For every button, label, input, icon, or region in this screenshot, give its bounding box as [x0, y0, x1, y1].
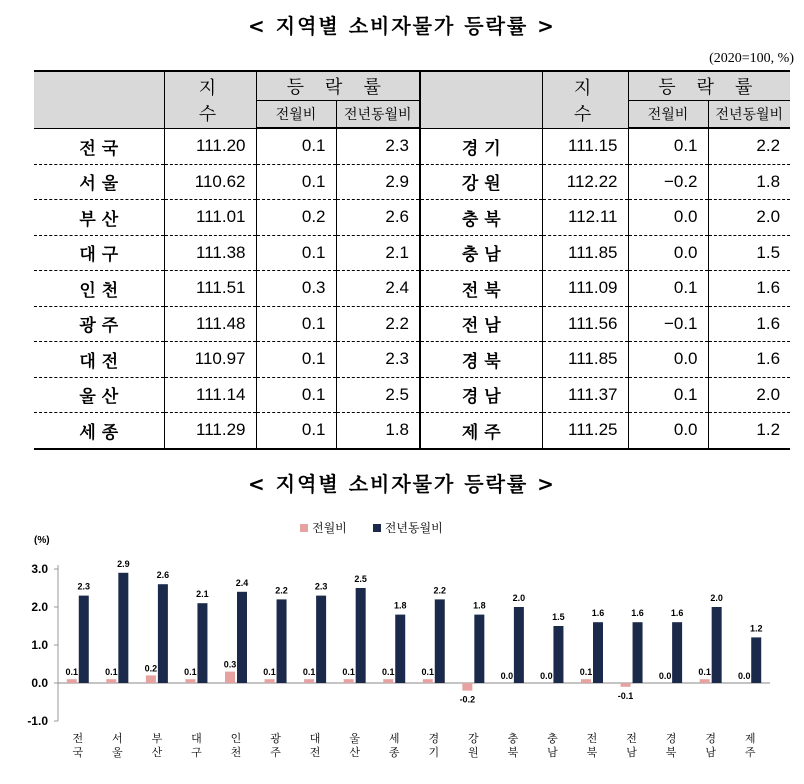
- mom-cell: 0.1: [256, 128, 336, 164]
- x-tick-label-char: 주: [744, 746, 756, 759]
- yoy-cell: 2.0: [708, 200, 790, 236]
- mom-cell: 0.1: [628, 377, 708, 413]
- x-tick-label-char: 서: [112, 732, 123, 745]
- mom-cell: 0.1: [256, 306, 336, 342]
- data-label-yoy: 2.0: [710, 593, 723, 603]
- region-cell: 부 산: [34, 200, 164, 236]
- bar-yoy-광주: [277, 599, 287, 683]
- yoy-cell: 2.3: [336, 342, 420, 378]
- change-header-left: 등 락 률: [256, 71, 420, 101]
- bar-mom-세종: [383, 679, 393, 683]
- index-cell: 111.56: [542, 306, 628, 342]
- bar-yoy-충북: [514, 607, 524, 683]
- mom-cell: 0.0: [628, 413, 708, 449]
- mom-header-right: 전월비: [628, 101, 708, 129]
- table-row: [34, 271, 790, 307]
- index-cell: 111.37: [542, 377, 628, 413]
- x-tick-label-char: 천: [230, 746, 242, 759]
- mom-cell: 0.0: [628, 342, 708, 378]
- index-cell: 111.01: [164, 200, 256, 236]
- yoy-cell: 2.6: [336, 200, 420, 236]
- yoy-cell: 2.1: [336, 235, 420, 271]
- index-cell: 111.15: [542, 128, 628, 164]
- yoy-header-left: 전년동월비: [336, 101, 420, 129]
- x-tick-label-char: 산: [349, 746, 360, 759]
- index-cell: 112.11: [542, 200, 628, 236]
- bar-mom-대전: [304, 679, 314, 683]
- data-label-mom: 0.3: [223, 659, 237, 670]
- yoy-cell: 1.6: [708, 306, 790, 342]
- bar-mom-울산: [344, 679, 354, 683]
- x-tick-label-char: 울: [349, 732, 360, 745]
- data-label-yoy: 2.2: [433, 585, 447, 596]
- data-label-yoy: 2.5: [354, 574, 367, 584]
- yoy-cell: 1.8: [708, 164, 790, 200]
- index-cell: 111.85: [542, 342, 628, 378]
- data-label-mom: 0.0: [737, 671, 751, 681]
- data-label-mom: 0.0: [540, 671, 553, 681]
- bar-yoy-세종: [395, 615, 405, 683]
- x-tick-label-char: 남: [547, 746, 558, 759]
- yoy-cell: 2.2: [708, 128, 790, 164]
- data-label-mom: 0.1: [65, 667, 79, 678]
- bar-yoy-전남: [633, 622, 643, 683]
- x-tick-label-char: 경: [428, 732, 440, 745]
- mom-cell: 0.3: [256, 271, 336, 307]
- mom-cell: 0.1: [628, 128, 708, 164]
- region-cell: 전 북: [420, 271, 542, 307]
- index-cell: 111.51: [164, 271, 256, 307]
- x-tick-label-char: 부: [151, 732, 163, 745]
- bar-mom-서울: [106, 679, 116, 683]
- x-tick-label-char: 기: [428, 746, 440, 759]
- y-tick-label: 0.0: [31, 676, 48, 690]
- x-tick-label-char: 북: [586, 746, 598, 759]
- region-cell: 경 북: [420, 342, 542, 378]
- x-tick-label-char: 대: [191, 732, 202, 745]
- data-label-yoy: 2.9: [117, 558, 130, 569]
- data-label-yoy: 2.1: [196, 589, 209, 600]
- x-tick-label-char: 경: [665, 732, 677, 745]
- bar-yoy-인천: [237, 592, 247, 683]
- bar-yoy-경기: [435, 599, 445, 683]
- table-row: [34, 200, 790, 236]
- x-tick-label-char: 전: [72, 732, 84, 745]
- region-cell: 울 산: [34, 377, 164, 413]
- unit-note: (2020=100, %): [709, 51, 794, 66]
- data-label-mom: 0.1: [579, 667, 593, 678]
- index-cell: 110.62: [164, 164, 256, 200]
- region-cell: 세 종: [34, 413, 164, 449]
- bar-mom-인천: [225, 672, 235, 683]
- data-label-mom: 0.1: [421, 667, 435, 678]
- region-cell: 서 울: [34, 164, 164, 200]
- index-cell: 111.48: [164, 306, 256, 342]
- yoy-cell: 1.6: [708, 271, 790, 307]
- data-label-yoy: 2.3: [77, 581, 91, 592]
- data-label-yoy: 2.6: [156, 570, 170, 581]
- index-cell: 111.85: [542, 235, 628, 271]
- bar-yoy-전국: [79, 596, 89, 683]
- region-cell: 광 주: [34, 306, 164, 342]
- region-cell: 경 기: [420, 128, 542, 164]
- yoy-cell: 1.2: [708, 413, 790, 449]
- index-header-left: 지 수: [164, 71, 256, 128]
- yoy-cell: 2.0: [708, 377, 790, 413]
- regional-cpi-table: [34, 70, 790, 450]
- data-label-mom: 0.1: [263, 667, 276, 678]
- data-label-yoy: 1.2: [749, 623, 763, 634]
- data-label-mom: 0.1: [184, 667, 197, 678]
- index-cell: 111.20: [164, 128, 256, 164]
- data-label-yoy: 1.8: [393, 600, 407, 611]
- region-header-right: [420, 71, 542, 128]
- region-cell: 충 북: [420, 200, 542, 236]
- index-cell: 112.22: [542, 164, 628, 200]
- data-label-mom: 0.0: [500, 671, 514, 681]
- x-tick-label-char: 남: [705, 746, 716, 759]
- yoy-cell: 2.3: [336, 128, 420, 164]
- x-tick-label-char: 대: [309, 732, 321, 745]
- bar-mom-전북: [581, 679, 591, 683]
- y-tick-label: 2.0: [31, 600, 48, 614]
- mom-cell: 0.0: [628, 200, 708, 236]
- data-label-yoy: 2.4: [235, 577, 249, 588]
- bar-mom-경기: [423, 679, 433, 683]
- region-cell: 대 구: [34, 235, 164, 271]
- x-tick-label-char: 구: [191, 746, 202, 759]
- region-cell: 대 전: [34, 342, 164, 378]
- bar-yoy-대구: [197, 603, 207, 683]
- bar-yoy-제주: [751, 637, 761, 683]
- x-tick-label-char: 종: [388, 746, 400, 759]
- region-header-left: [34, 71, 164, 128]
- region-cell: 전 남: [420, 306, 542, 342]
- table-row: [34, 342, 790, 378]
- index-cell: 111.25: [542, 413, 628, 449]
- bar-mom-전남: [621, 683, 631, 687]
- bar-mom-대구: [185, 679, 195, 683]
- table-row: [34, 128, 790, 164]
- bar-yoy-경남: [712, 607, 722, 683]
- yoy-cell: 1.6: [708, 342, 790, 378]
- x-tick-label-char: 인: [230, 732, 242, 745]
- x-tick-label-char: 울: [112, 746, 123, 759]
- bar-yoy-충남: [553, 626, 563, 683]
- yoy-cell: 2.9: [336, 164, 420, 200]
- data-label-mom: 0.1: [381, 667, 395, 678]
- bar-mom-강원: [462, 683, 472, 691]
- bar-yoy-울산: [356, 588, 366, 683]
- mom-cell: 0.1: [256, 342, 336, 378]
- y-tick-label: 1.0: [31, 638, 48, 652]
- mom-cell: 0.1: [256, 164, 336, 200]
- table-row: [34, 413, 790, 449]
- bar-yoy-강원: [474, 615, 484, 683]
- table-row: [34, 235, 790, 271]
- region-cell: 전 국: [34, 128, 164, 164]
- region-cell: 인 천: [34, 271, 164, 307]
- data-label-mom: -0.2: [459, 694, 476, 705]
- bar-mom-광주: [265, 679, 275, 683]
- mom-header-left: 전월비: [256, 101, 336, 129]
- region-cell: 충 남: [420, 235, 542, 271]
- y-tick-label: -1.0: [27, 714, 48, 728]
- bar-mom-부산: [146, 675, 156, 683]
- bar-mom-경남: [700, 679, 710, 683]
- legend-label-mom: 전월비: [312, 521, 347, 535]
- x-tick-label-char: 경: [705, 732, 716, 745]
- mom-cell: 0.1: [628, 271, 708, 307]
- x-tick-label-char: 주: [270, 746, 281, 759]
- region-cell: 강 원: [420, 164, 542, 200]
- y-tick-label: 3.0: [31, 562, 48, 576]
- yoy-cell: 1.5: [708, 235, 790, 271]
- mom-cell: −0.1: [628, 306, 708, 342]
- bar-yoy-경북: [672, 622, 682, 683]
- table-row: [34, 377, 790, 413]
- mom-cell: −0.2: [628, 164, 708, 200]
- data-label-yoy: 1.6: [631, 608, 644, 619]
- chart-title: < 지역별 소비자물가 등락률 >: [248, 472, 556, 496]
- data-label-yoy: 2.2: [275, 585, 288, 596]
- x-tick-label-char: 전: [586, 732, 598, 745]
- index-cell: 111.09: [542, 271, 628, 307]
- legend-label-yoy: 전년동월비: [384, 521, 443, 535]
- x-tick-label-char: 전: [626, 732, 637, 745]
- bar-yoy-전북: [593, 622, 603, 683]
- region-cell: 제 주: [420, 413, 542, 449]
- bar-yoy-서울: [118, 573, 128, 683]
- table-title: < 지역별 소비자물가 등락률 >: [248, 14, 556, 38]
- data-label-mom: 0.1: [302, 667, 316, 678]
- mom-cell: 0.2: [256, 200, 336, 236]
- x-tick-label-char: 강: [468, 732, 479, 745]
- data-label-yoy: 1.6: [670, 608, 684, 619]
- index-cell: 111.29: [164, 413, 256, 449]
- x-tick-label-char: 세: [388, 732, 400, 745]
- mom-cell: 0.1: [256, 377, 336, 413]
- data-label-yoy: 2.3: [314, 581, 328, 592]
- data-label-yoy: 1.6: [591, 608, 605, 619]
- x-tick-label-char: 충: [507, 732, 519, 745]
- x-tick-label-char: 남: [626, 746, 637, 759]
- x-tick-label-char: 충: [547, 732, 558, 745]
- mom-cell: 0.1: [256, 413, 336, 449]
- data-label-yoy: 2.0: [512, 593, 526, 603]
- bar-yoy-부산: [158, 584, 168, 683]
- yoy-header-right: 전년동월비: [708, 101, 790, 129]
- x-tick-label-char: 광: [270, 732, 281, 745]
- regional-cpi-bar-chart: [0, 505, 804, 784]
- x-tick-label-char: 북: [665, 746, 677, 759]
- data-label-yoy: 1.8: [473, 600, 486, 611]
- y-axis-unit: (%): [34, 535, 50, 546]
- yoy-cell: 2.5: [336, 377, 420, 413]
- data-label-mom: 0.1: [342, 667, 355, 678]
- data-label-mom: 0.2: [144, 663, 158, 674]
- table-row: [34, 306, 790, 342]
- mom-cell: 0.1: [256, 235, 336, 271]
- data-label-mom: 0.1: [698, 667, 711, 678]
- x-tick-label-char: 전: [309, 746, 321, 759]
- change-header-right: 등 락 률: [628, 71, 790, 101]
- x-tick-label-char: 제: [744, 732, 756, 745]
- region-cell: 경 남: [420, 377, 542, 413]
- index-cell: 111.14: [164, 377, 256, 413]
- data-label-mom: -0.1: [617, 690, 634, 701]
- bar-mom-전국: [67, 679, 77, 683]
- x-tick-label-char: 북: [507, 746, 519, 759]
- index-header-right: 지 수: [542, 71, 628, 128]
- data-label-mom: 0.0: [658, 671, 672, 681]
- yoy-cell: 2.4: [336, 271, 420, 307]
- x-tick-label-char: 산: [151, 746, 163, 759]
- x-tick-label-char: 국: [72, 746, 84, 759]
- table-row: [34, 164, 790, 200]
- index-cell: 111.38: [164, 235, 256, 271]
- x-tick-label-char: 원: [468, 746, 479, 759]
- bar-yoy-대전: [316, 596, 326, 683]
- mom-cell: 0.0: [628, 235, 708, 271]
- yoy-cell: 1.8: [336, 413, 420, 449]
- index-cell: 110.97: [164, 342, 256, 378]
- data-label-yoy: 1.5: [552, 612, 565, 622]
- data-label-mom: 0.1: [105, 667, 118, 678]
- yoy-cell: 2.2: [336, 306, 420, 342]
